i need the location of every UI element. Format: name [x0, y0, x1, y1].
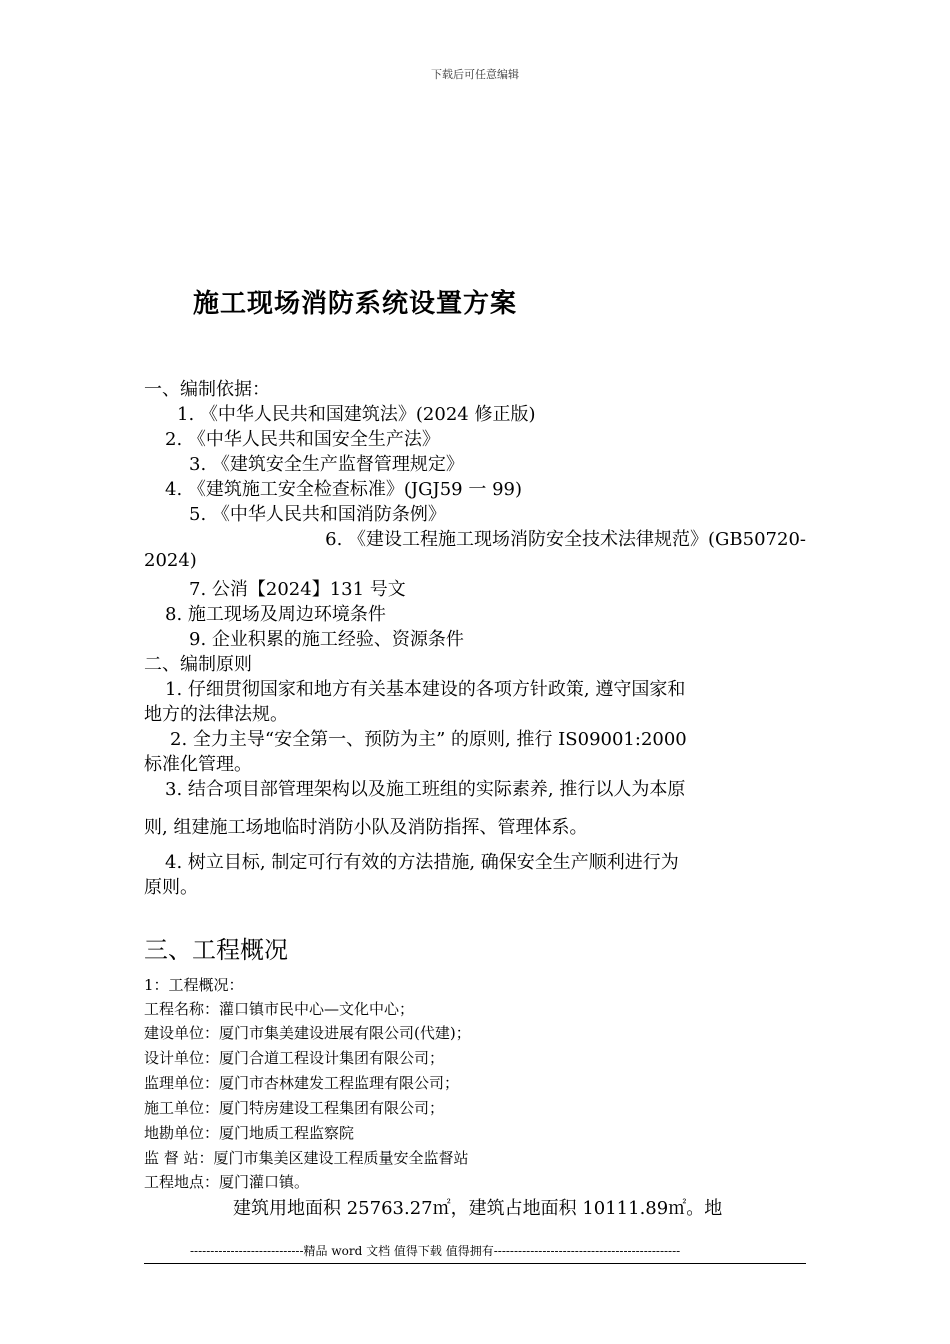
- list-item-text: 6. 《建设工程施工现场消防安全技术法律规范》(GB50720-: [325, 529, 806, 550]
- overview-line: 地勘单位：厦门地质工程监察院: [144, 1124, 355, 1142]
- overview-line: 监理单位：厦门市杏林建发工程监理有限公司；: [144, 1074, 460, 1092]
- list-item-continuation: 2024): [144, 550, 197, 571]
- overview-line: 工程名称：灌口镇市民中心—文化中心；: [144, 1000, 415, 1018]
- list-item: 3. 《建筑安全生产监督管理规定》: [189, 454, 464, 475]
- section-2-heading: 二、编制原则: [144, 654, 252, 675]
- section-1-heading: 一、编制依据：: [144, 379, 270, 400]
- principle-3-line-1: 3. 结合项目部管理架构以及施工班组的实际素养, 推行以人为本原: [165, 779, 686, 800]
- principle-4-line-1: 4. 树立目标, 制定可行有效的方法措施, 确保安全生产顺利进行为: [165, 852, 679, 873]
- list-item: 9. 企业积累的施工经验、资源条件: [189, 629, 464, 650]
- area-line: 建筑用地面积 25763.27㎡，建筑占地面积 10111.89㎡。地: [233, 1198, 723, 1219]
- list-item: 5. 《中华人民共和国消防条例》: [189, 504, 446, 525]
- principle-3-line-2: 则, 组建施工场地临时消防小队及消防指挥、管理体系。: [144, 817, 588, 838]
- principle-4-line-2: 原则。: [144, 877, 198, 898]
- list-item: 4. 《建筑施工安全检查标准》(JGJ59 一 99): [165, 479, 523, 500]
- principle-1-line-1: 1. 仔细贯彻国家和地方有关基本建设的各项方针政策, 遵守国家和: [165, 679, 686, 700]
- footer-text: ----------------------------精品 word 文档 值得下载 值得拥有----------------------------------------------: [190, 1244, 681, 1258]
- overview-line: 1：工程概况：: [144, 976, 244, 994]
- document-title: 施工现场消防系统设置方案: [193, 289, 518, 319]
- overview-line: 设计单位：厦门合道工程设计集团有限公司；: [144, 1049, 445, 1067]
- footer-divider: [144, 1263, 806, 1264]
- header-note: 下载后可任意编辑: [431, 68, 519, 81]
- principle-2-line-2: 标准化管理。: [144, 754, 252, 775]
- overview-line: 监 督 站：厦门市集美区建设工程质量安全监督站: [144, 1149, 469, 1167]
- overview-line: 工程地点：厦门灌口镇。: [144, 1173, 310, 1191]
- list-item: 8. 施工现场及周边环境条件: [165, 604, 386, 625]
- overview-line: 施工单位：厦门特房建设工程集团有限公司；: [144, 1099, 445, 1117]
- principle-2-line-1: 2. 全力主导“安全第一、预防为主” 的原则, 推行 IS09001:2000: [170, 729, 687, 750]
- list-item: [144, 525, 806, 551]
- principle-1-line-2: 地方的法律法规。: [144, 704, 288, 725]
- overview-line: 建设单位：厦门市集美建设进展有限公司(代建)；: [144, 1024, 471, 1042]
- list-item: 2. 《中华人民共和国安全生产法》: [165, 429, 440, 450]
- list-item: 1. 《中华人民共和国建筑法》(2024 修正版): [177, 404, 536, 425]
- section-3-heading: 三、工程概况: [144, 936, 288, 964]
- list-item: 7. 公消【2024】131 号文: [189, 579, 406, 600]
